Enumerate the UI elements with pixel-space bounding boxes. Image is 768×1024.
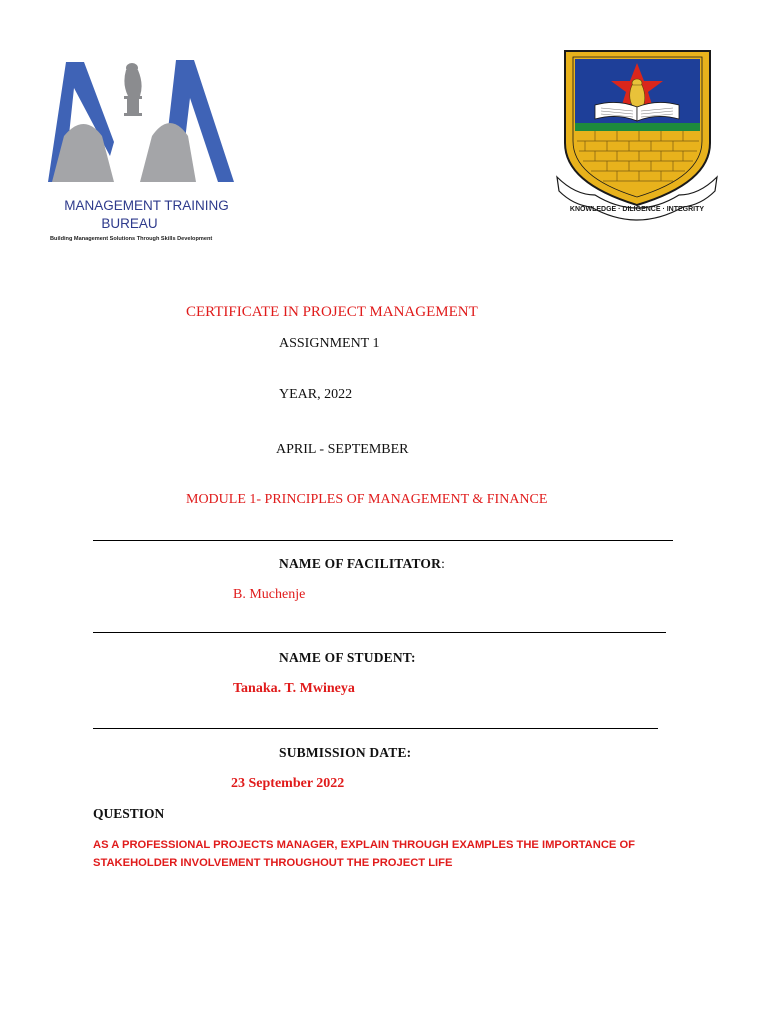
question-line-1: AS A PROFESSIONAL PROJECTS MANAGER, EXPLAIN THROUGH EXAMPLES THE IMPORTANCE OF: [93, 839, 636, 851]
facilitator-name: B. Muchenje: [233, 587, 306, 602]
assignment-number: ASSIGNMENT 1: [279, 336, 380, 351]
period: APRIL - SEPTEMBER: [276, 442, 409, 457]
mtb-logo-mark: [44, 50, 239, 195]
mtb-name-line2: BUREAU: [101, 216, 158, 231]
student-label: NAME OF STUDENT:: [279, 650, 416, 665]
divider: [93, 540, 673, 541]
mtb-tagline: Building Management Solutions Through Skills Development: [50, 236, 213, 242]
facilitator-label-text: NAME OF FACILITATOR: [279, 556, 442, 571]
module-title: MODULE 1- PRINCIPLES OF MANAGEMENT & FINANCE: [186, 492, 548, 507]
submission-date: 23 September 2022: [231, 776, 345, 791]
divider: [93, 632, 666, 633]
year: YEAR, 2022: [279, 387, 353, 402]
question-label: QUESTION: [93, 806, 165, 821]
crest-motto: KNOWLEDGE · DILIGENCE · INTEGRITY: [569, 206, 705, 213]
school-crest: [555, 45, 720, 225]
mtb-name-line1: MANAGEMENT TRAINING: [64, 198, 229, 213]
question-text: [93, 836, 693, 872]
mtb-logo: [44, 50, 239, 250]
question-line-2: STAKEHOLDER INVOLVEMENT THROUGHOUT THE PROJECT LIFE: [93, 857, 453, 869]
submission-date-label: SUBMISSION DATE:: [279, 745, 412, 760]
facilitator-label: [279, 556, 445, 572]
facilitator-label-colon: :: [441, 556, 446, 571]
student-name: Tanaka. T. Mwineya: [233, 681, 355, 696]
certificate-title: CERTIFICATE IN PROJECT MANAGEMENT: [186, 304, 478, 320]
divider: [93, 728, 658, 729]
